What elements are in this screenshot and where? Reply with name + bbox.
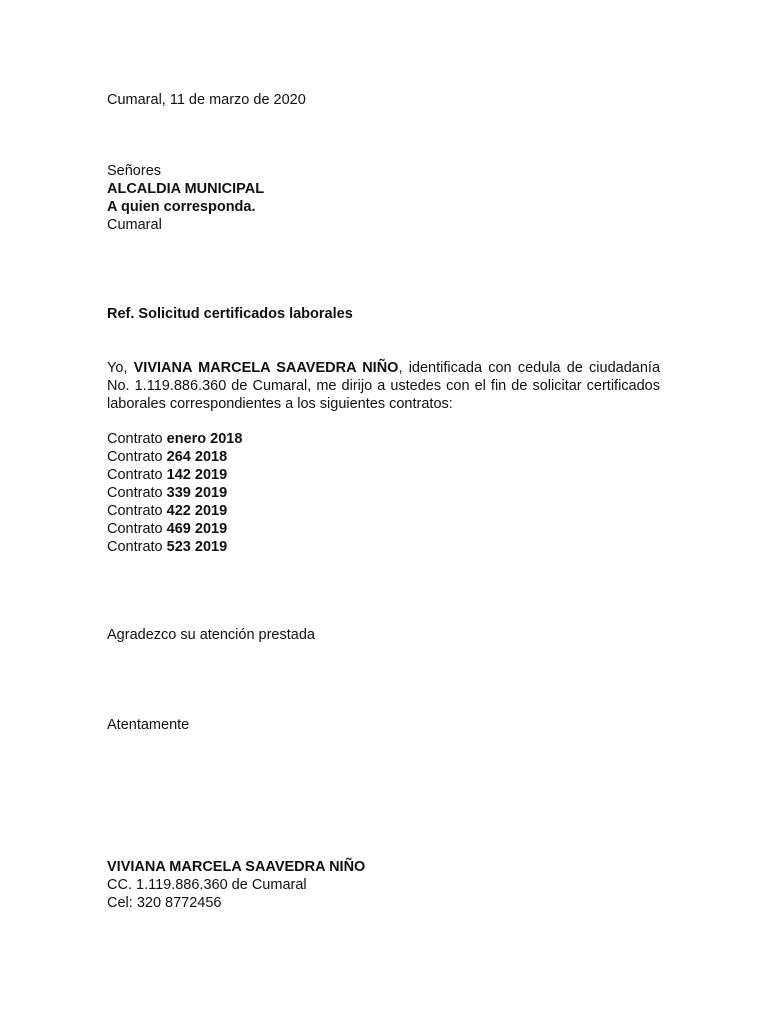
contract-label: Contrato: [107, 503, 167, 519]
recipient-block: [107, 162, 660, 234]
contract-label: Contrato: [107, 539, 167, 555]
contract-value: enero 2018: [166, 431, 243, 447]
date-line: Cumaral, 11 de marzo de 2020: [107, 92, 306, 108]
contract-value: 339 2019: [166, 485, 228, 501]
thanks-text: Agradezco su atención prestada: [107, 627, 315, 643]
signature-id: CC. 1.119.886.360 de Cumaral: [107, 877, 307, 893]
signature-phone: Cel: 320 8772456: [107, 895, 222, 911]
signature-block: [107, 858, 660, 912]
contract-item: [107, 448, 660, 466]
contract-value: 264 2018: [166, 449, 228, 465]
recipient-salutation: Señores: [107, 163, 162, 179]
contract-label: Contrato: [107, 431, 167, 447]
contract-item: [107, 484, 660, 502]
closing-line: [107, 716, 660, 734]
contract-item: [107, 502, 660, 520]
contract-value: 422 2019: [166, 503, 228, 519]
body-prefix: Yo,: [107, 360, 134, 376]
contract-value: 469 2019: [166, 521, 228, 537]
contract-item: [107, 538, 660, 556]
contract-label: Contrato: [107, 467, 167, 483]
reference-line: [107, 305, 660, 323]
recipient-city: Cumaral: [107, 217, 162, 233]
contract-value: 142 2019: [166, 467, 228, 483]
contract-label: Contrato: [107, 521, 167, 537]
reference-text: Ref. Solicitud certificados laborales: [107, 306, 353, 322]
contract-value: 523 2019: [166, 539, 228, 555]
thanks-line: [107, 626, 660, 644]
contract-item: [107, 466, 660, 484]
recipient-attention: A quien corresponda.: [107, 199, 256, 215]
body-text: , identificada con cedula de ciudadanía No. 1.119.886.360 de Cumaral, me dirijo a ustedes con el fin de solicitar certificados laborales correspondientes a los siguientes contratos:: [107, 360, 661, 412]
contract-label: Contrato: [107, 485, 167, 501]
body-paragraph: [107, 359, 660, 413]
signature-name: VIVIANA MARCELA SAAVEDRA NIÑO: [107, 859, 366, 875]
contract-item: [107, 430, 660, 448]
closing-text: Atentamente: [107, 717, 190, 733]
contracts-list: [107, 430, 660, 556]
recipient-entity: ALCALDIA MUNICIPAL: [107, 181, 265, 197]
contract-item: [107, 520, 660, 538]
letter-date: [107, 91, 660, 109]
contract-label: Contrato: [107, 449, 167, 465]
body-name: VIVIANA MARCELA SAAVEDRA NIÑO: [133, 360, 399, 376]
